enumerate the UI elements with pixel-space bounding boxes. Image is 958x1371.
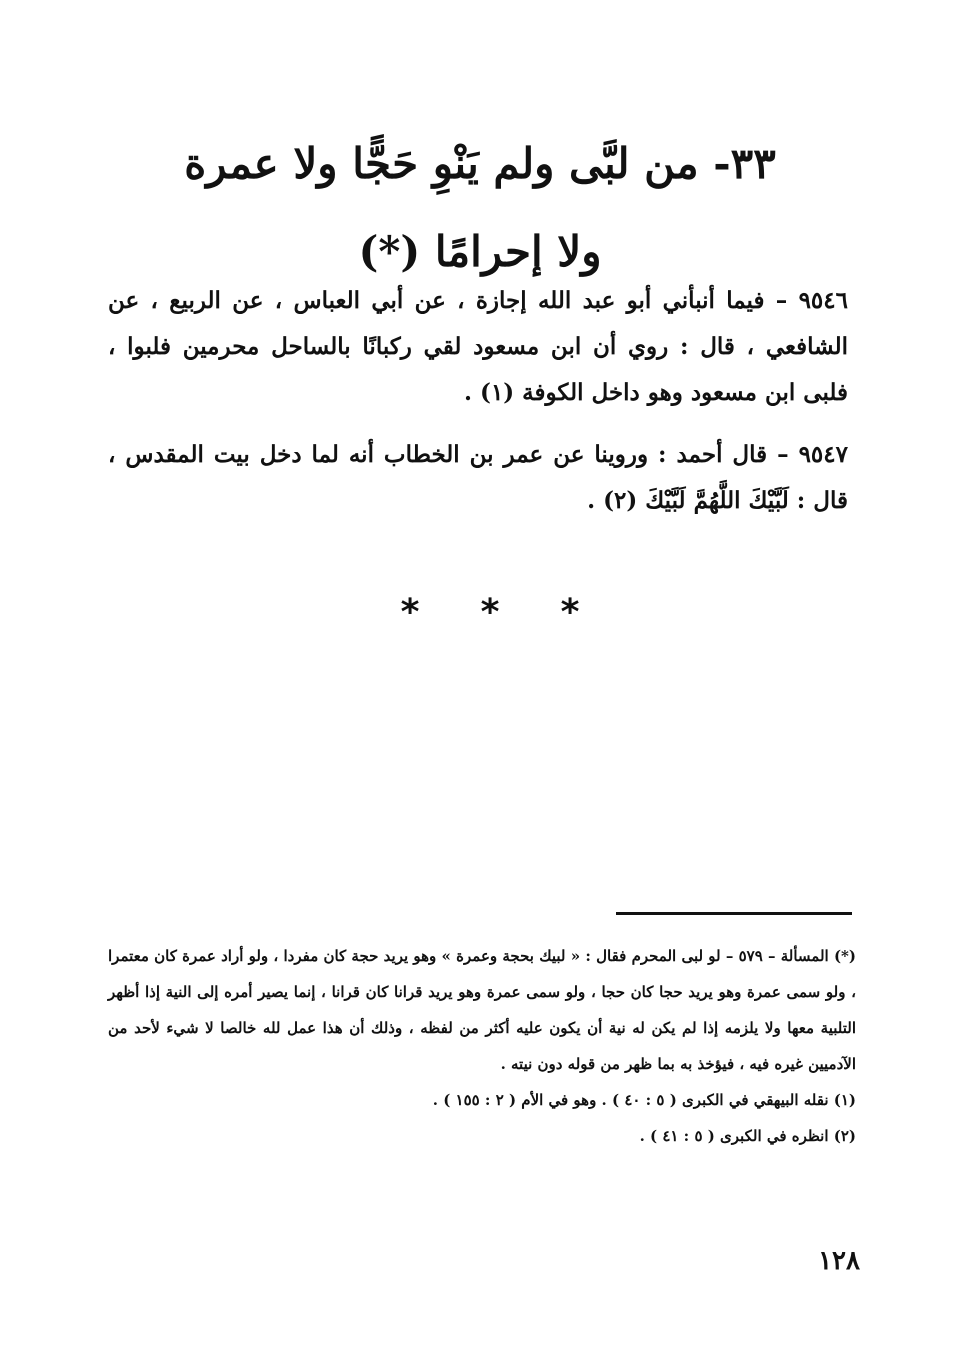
paragraph-9546 [108,278,848,416]
paragraph-9547 [108,432,848,524]
paragraph-text: – فيما أنبأني أبو عبد الله إجازة ، عن أبي العباس ، عن الربيع ، عن الشافعي ، قال : روي أن ابن مسعود لقي ركبانًا بالساحل محرمين فلبوا ، فلبى ابن مسعود وهو داخل الكوفة (١) . [108,287,848,406]
footnote-divider [616,912,852,915]
page-number: ١٢٨ [818,1246,860,1276]
footnote-2: (٢) انظره في الكبرى ( ٥ : ٤١ ) . [639,1127,856,1145]
footnote-1: (١) نقله البيهقي في الكبرى ( ٥ : ٤٠ ) . وهو في الأم ( ٢ : ١٥٥ ) . [432,1091,856,1109]
section-separator [380,592,600,633]
chapter-title [120,120,840,296]
chapter-title-line-1: ٣٣- من لبَّى ولم يَنْوِ حَجًّا ولا عمرة [184,139,776,188]
paragraph-number: ٩٥٤٦ [798,287,848,314]
separator-star: * [400,592,420,633]
paragraph-number: ٩٥٤٧ [798,441,848,468]
footnote-issue-note: (*) المسألة – ٥٧٩ – لو لبى المحرم فقال : « لبيك بحجة وعمرة » وهو يريد حجة كان مفردا ، ولو أراد عمرة كان معتمرا ، ولو سمى عمرة وهو يريد حجا كان حجا ، ولو سمى عمرة وهو يريد قرانا كان قرانا ، إنما يصير أمره إلى النية إذا أظهر التلبية معها ولا يلزمه إذا لم يكن له نية أن يكون عليه أكثر من لفظه ، وذلك أن هذا عمل لله خالصا لا شيء لأحد من الآدميين غيره فيه ، فيؤخذ به بما ظهر من قوله دون نيته . [108,947,856,1073]
separator-star: * [560,592,580,633]
chapter-title-line-2: ولا إحرامًا (*) [358,227,602,276]
separator-star: * [480,592,500,633]
paragraph-text: – قال أحمد : وروينا عن عمر بن الخطاب أنه لما دخل بيت المقدس ، قال : لَبَّيْكَ اللَّهُمَّ لَبَّيْكَ (٢) . [108,441,848,514]
footnotes [108,938,856,1154]
